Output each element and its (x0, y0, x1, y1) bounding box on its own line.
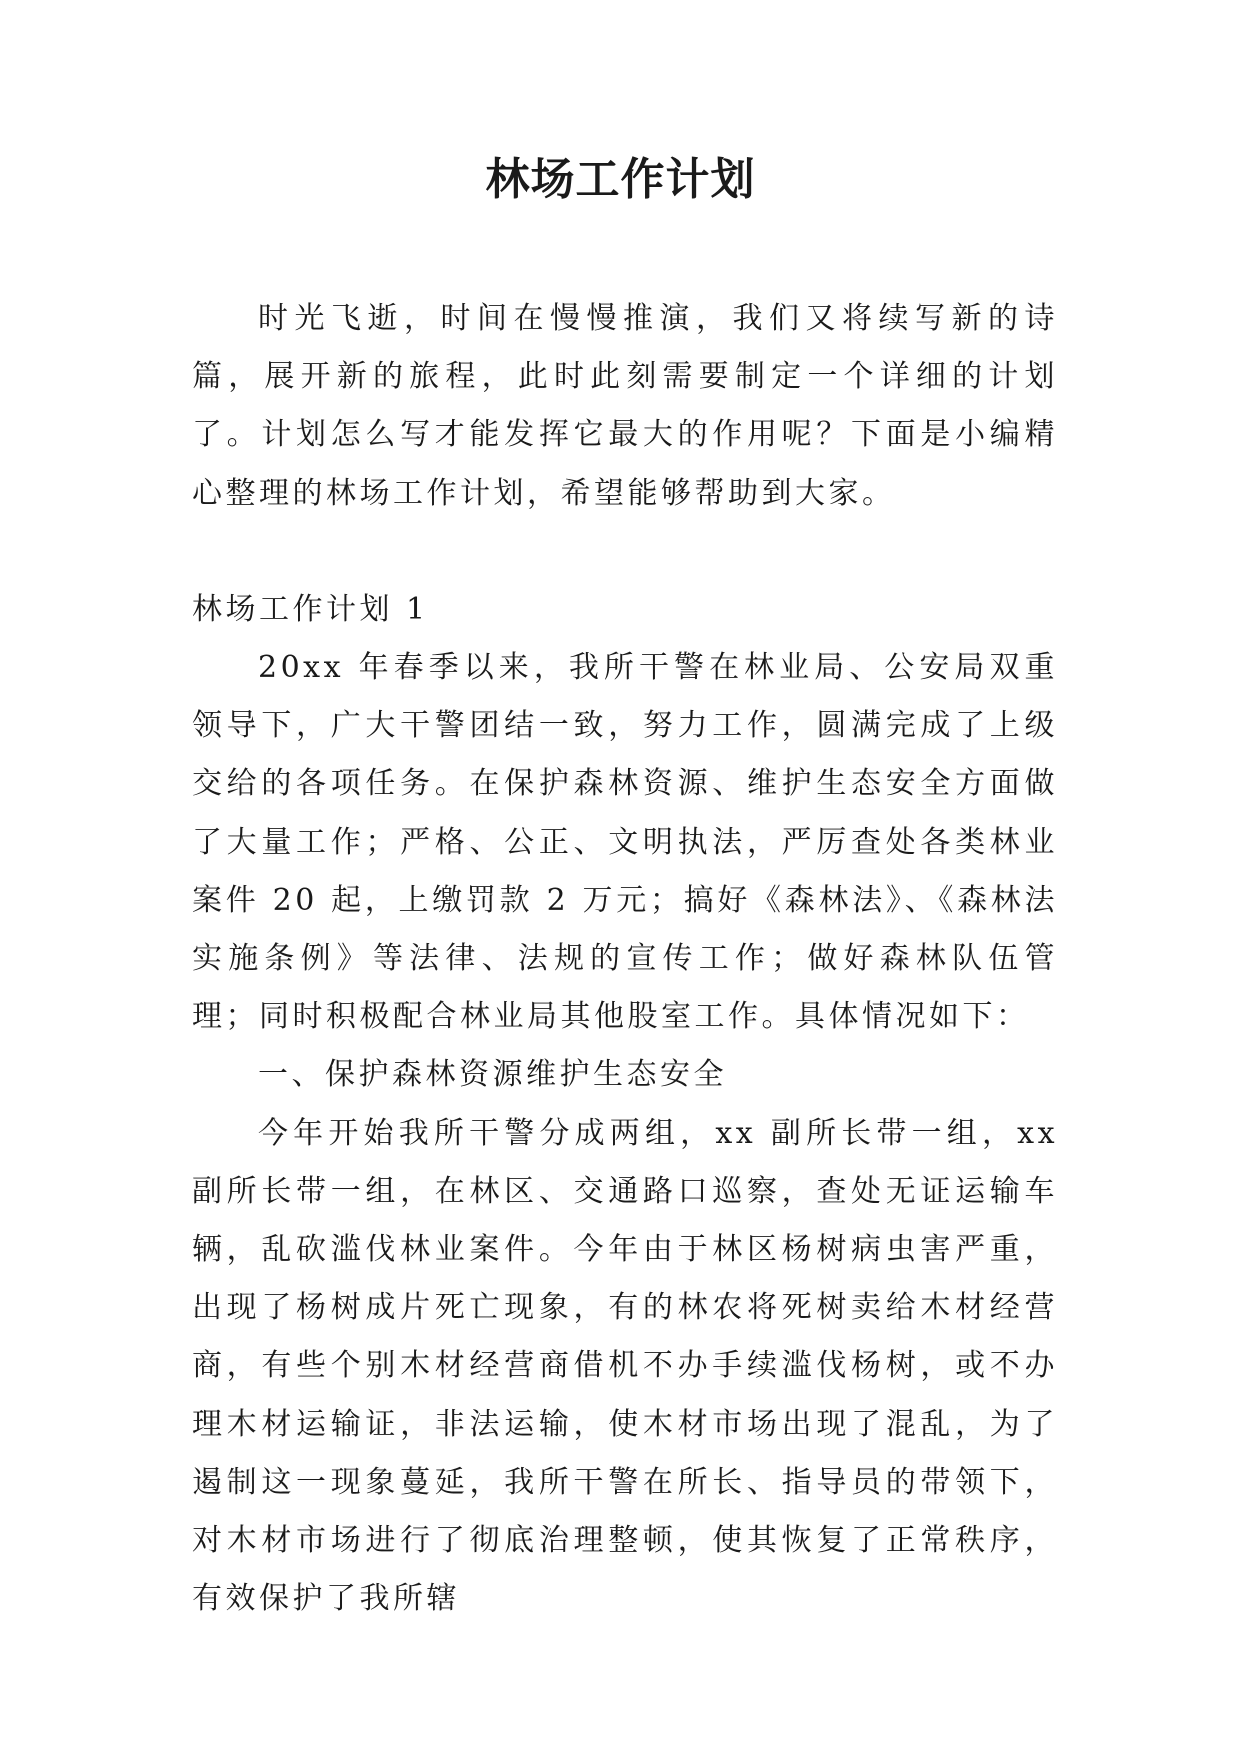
subsection-heading: 一、保护森林资源维护生态安全 (258, 1057, 727, 1093)
body-paragraph: 今年开始我所干警分成两组，xx 副所长带一组，xx 副所长带一组，在林区、交通路口巡察，查处无证运输车辆，乱砍滥伐林业案件。今年由于林区杨树病虫害严重，出现了杨树成片死亡现象，有的林农将死树卖给木材经营商，有些个别木材经营商借机不办手续滥伐杨树，或不办理木材运输证，非法运输，使木材市场出现了混乱，为了遏制这一现象蔓延，我所干警在所长、指导员的带领下，对木材市场进行了彻底治理整顿，使其恢复了正常秩序，有效保护了我所辖 (192, 1115, 1058, 1617)
document-body (192, 290, 1058, 1628)
paragraph-spacer (192, 523, 1058, 581)
section-heading: 林场工作计划 1 (192, 591, 429, 627)
body-paragraph: 20xx 年春季以来，我所干警在林业局、公安局双重领导下，广大干警团结一致，努力工作，圆满完成了上级交给的各项任务。在保护森林资源、维护生态安全方面做了大量工作；严格、公正、文明执法，严厉查处各类林业案件 20 起，上缴罚款 2 万元；搞好《森林法》、《森林法实施条例》等法律、法规的宣传工作；做好森林队伍管理；同时积极配合林业局其他股室工作。具体情况如下： (192, 650, 1058, 1035)
intro-paragraph: 时光飞逝，时间在慢慢推演，我们又将续写新的诗篇，展开新的旅程，此时此刻需要制定一个详细的计划了。计划怎么写才能发挥它最大的作用呢？下面是小编精心整理的林场工作计划，希望能够帮助到大家。 (192, 301, 1058, 511)
document-title: 林场工作计划 (485, 154, 756, 205)
